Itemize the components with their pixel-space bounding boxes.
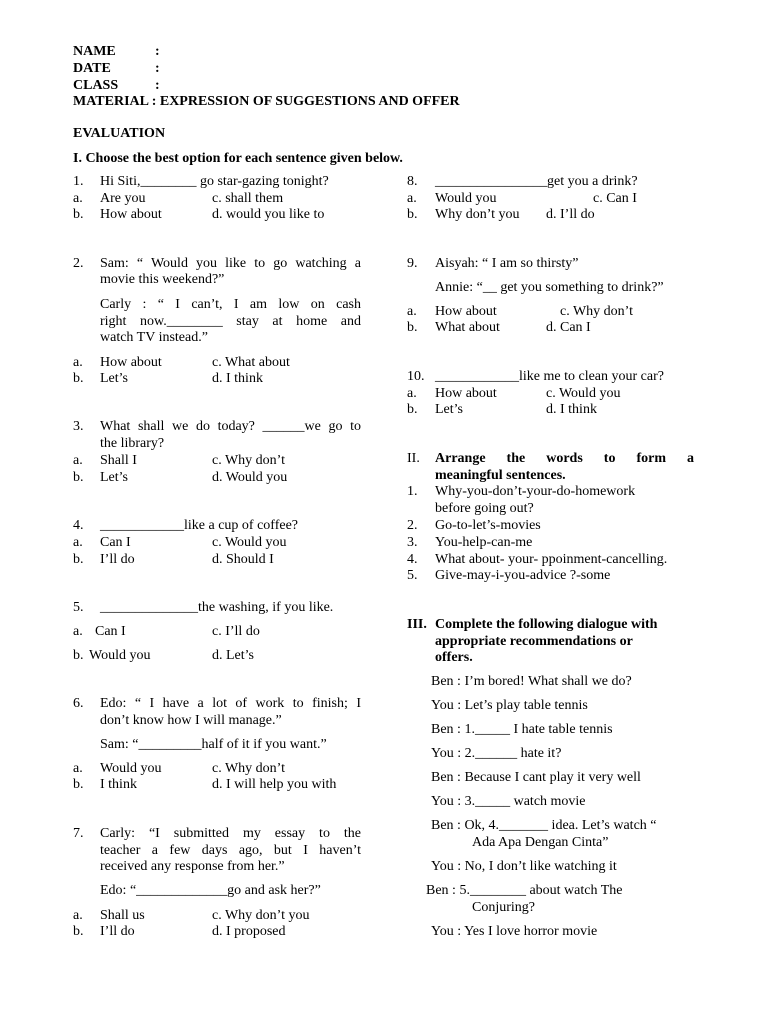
q8-text: ________________get you a drink? [435,174,638,189]
q8-opt-a: Would you [435,191,497,206]
q9-opt-b-letter: b. [407,320,418,335]
q5-text: ______________the washing, if you like. [100,600,334,615]
q4-number: 4. [73,518,84,533]
q8-opt-a-letter: a. [407,191,417,206]
q5-opt-a: Can I [95,624,126,639]
q4-opt-b: I’ll do [100,552,135,567]
dialogue-line: Ben : 1._____ I hate table tennis [431,722,613,737]
q5-opt-d: d. Let’s [212,648,254,663]
q4-text: ____________like a cup of coffee? [100,518,299,533]
name-label: NAME [73,44,116,59]
dialogue-line: Ben : I’m bored! What shall we do? [431,674,632,689]
q8-opt-c: c. Can I [593,191,637,206]
q4-opt-b-letter: b. [73,552,84,567]
q3-opt-c: c. Why don’t [212,453,285,468]
dialogue-line: You : 2.______ hate it? [431,746,562,761]
q1-opt-a: Are you [100,191,146,206]
q1-number: 1. [73,174,84,189]
q2-carly-line2: right now.________ stay at home and [100,314,361,329]
q6-sam-line: Sam: “_________half of it if you want.” [100,737,327,752]
q7-opt-b: I’ll do [100,924,135,939]
q7-line1: Carly: “I submitted my essay to the [100,826,361,841]
q9-opt-a: How about [435,304,497,319]
q2-opt-a: How about [100,355,162,370]
q3-number: 3. [73,419,84,434]
q5-opt-a-letter: a. [73,624,83,639]
section2-item-2: Go-to-let’s-movies [435,518,541,533]
section2-item-3: You-help-can-me [435,535,533,550]
q6-opt-c: c. Why don’t [212,761,285,776]
q2-opt-d: d. I think [212,371,263,386]
q6-opt-b-letter: b. [73,777,84,792]
dialogue-line: You : Yes I love horror movie [431,924,598,939]
section2-title-line2: meaningful sentences. [435,468,566,483]
q3-opt-d: d. Would you [212,470,288,485]
q2-opt-a-letter: a. [73,355,83,370]
q2-line2: movie this weekend?” [100,272,225,287]
q2-carly-line1: Carly : “ I can’t, I am low on cash [100,297,361,312]
section1-title: I. Choose the best option for each sentence given below. [73,151,403,166]
q3-opt-b-letter: b. [73,470,84,485]
q7-edo-line: Edo: “_____________go and ask her?” [100,883,321,898]
q5-opt-c: c. I’ll do [212,624,260,639]
section3-title-line3: offers. [435,650,473,665]
dialogue-line: You : No, I don’t like watching it [431,859,617,874]
date-colon: : [155,61,160,76]
q6-opt-a: Would you [100,761,162,776]
q7-line2: teacher a few days ago, but I haven’t [100,843,361,858]
q6-line2: don’t know how I will manage.” [100,713,282,728]
dialogue-line-cont: Ada Apa Dengan Cinta” [472,835,609,850]
q5-number: 5. [73,600,84,615]
q2-opt-b: Let’s [100,371,128,386]
section2-item-1-cont: before going out? [435,501,534,516]
q6-opt-d: d. I will help you with [212,777,337,792]
q3-opt-a: Shall I [100,453,137,468]
q8-opt-d: d. I’ll do [546,207,595,222]
q3-opt-a-letter: a. [73,453,83,468]
q1-opt-b: How about [100,207,162,222]
q10-opt-b: Let’s [435,402,463,417]
section3-number: III. [407,617,427,632]
section2-item-1: Why-you-don’t-your-do-homework [435,484,636,499]
q7-number: 7. [73,826,84,841]
q10-text: ____________like me to clean your car? [435,369,664,384]
q4-opt-a-letter: a. [73,535,83,550]
q9-aisyah-line: Aisyah: “ I am so thirsty” [435,256,579,271]
q10-opt-b-letter: b. [407,402,418,417]
class-colon: : [155,78,160,93]
section2-item-number: 2. [407,518,418,533]
q2-opt-c: c. What about [212,355,290,370]
q6-opt-a-letter: a. [73,761,83,776]
q2-number: 2. [73,256,84,271]
q10-opt-a: How about [435,386,497,401]
q7-opt-d: d. I proposed [212,924,286,939]
q7-opt-c: c. Why don’t you [212,908,310,923]
q3-line1: What shall we do today? ______we go to [100,419,361,434]
q7-opt-b-letter: b. [73,924,84,939]
q8-opt-b-letter: b. [407,207,418,222]
date-label: DATE [73,61,111,76]
q6-opt-b: I think [100,777,137,792]
q5-opt-b: Would you [89,648,151,663]
name-colon: : [155,44,160,59]
section2-item-number: 5. [407,568,418,583]
q8-opt-b: Why don’t you [435,207,520,222]
q1-opt-b-letter: b. [73,207,84,222]
q4-opt-d: d. Should I [212,552,274,567]
section2-title-line1: Arrange the words to form a [435,451,694,466]
section2-item-4: What about- your- ppoinment-cancelling. [435,552,668,567]
q10-opt-a-letter: a. [407,386,417,401]
q10-opt-d: d. I think [546,402,597,417]
q2-opt-b-letter: b. [73,371,84,386]
dialogue-line-cont: Conjuring? [472,900,535,915]
q9-opt-c: c. Why don’t [560,304,633,319]
class-label: CLASS [73,78,119,93]
q2-carly-line3: watch TV instead.” [100,330,208,345]
section2-number: II. [407,451,420,466]
q8-number: 8. [407,174,418,189]
dialogue-line: You : Let’s play table tennis [431,698,588,713]
dialogue-line: Ben : Because I cant play it very well [431,770,641,785]
q9-opt-d: d. Can I [546,320,591,335]
section2-item-number: 1. [407,484,418,499]
q7-opt-a-letter: a. [73,908,83,923]
q9-number: 9. [407,256,418,271]
q9-opt-b: What about [435,320,500,335]
q6-line1: Edo: “ I have a lot of work to finish; I [100,696,361,711]
evaluation-heading: EVALUATION [73,126,166,141]
q9-opt-a-letter: a. [407,304,417,319]
q2-line1: Sam: “ Would you like to go watching a [100,256,361,271]
q1-opt-a-letter: a. [73,191,83,206]
dialogue-line: Ben : Ok, 4._______ idea. Let’s watch “ [431,818,657,833]
section2-item-number: 3. [407,535,418,550]
q5-opt-b-letter: b. [73,648,84,663]
q3-opt-b: Let’s [100,470,128,485]
q1-opt-d: d. would you like to [212,207,325,222]
q7-line3: received any response from her.” [100,859,285,874]
dialogue-line: Ben : 5.________ about watch The [426,883,623,898]
q4-opt-c: c. Would you [212,535,287,550]
q9-annie-line: Annie: “__ get you something to drink?” [435,280,664,295]
section3-title-line1: Complete the following dialogue with [435,617,658,632]
section2-item-number: 4. [407,552,418,567]
q3-line2: the library? [100,436,165,451]
dialogue-line: You : 3._____ watch movie [431,794,586,809]
q6-number: 6. [73,696,84,711]
q10-number: 10. [407,369,425,384]
q1-opt-c: c. shall them [212,191,284,206]
q7-opt-a: Shall us [100,908,145,923]
material-heading: MATERIAL : EXPRESSION OF SUGGESTIONS AND OFFER [73,94,460,109]
section3-title-line2: appropriate recommendations or [435,634,633,649]
q10-opt-c: c. Would you [546,386,621,401]
q4-opt-a: Can I [100,535,131,550]
section2-item-5: Give-may-i-you-advice ?-some [435,568,611,583]
q1-text: Hi Siti,________ go star-gazing tonight? [100,174,329,189]
